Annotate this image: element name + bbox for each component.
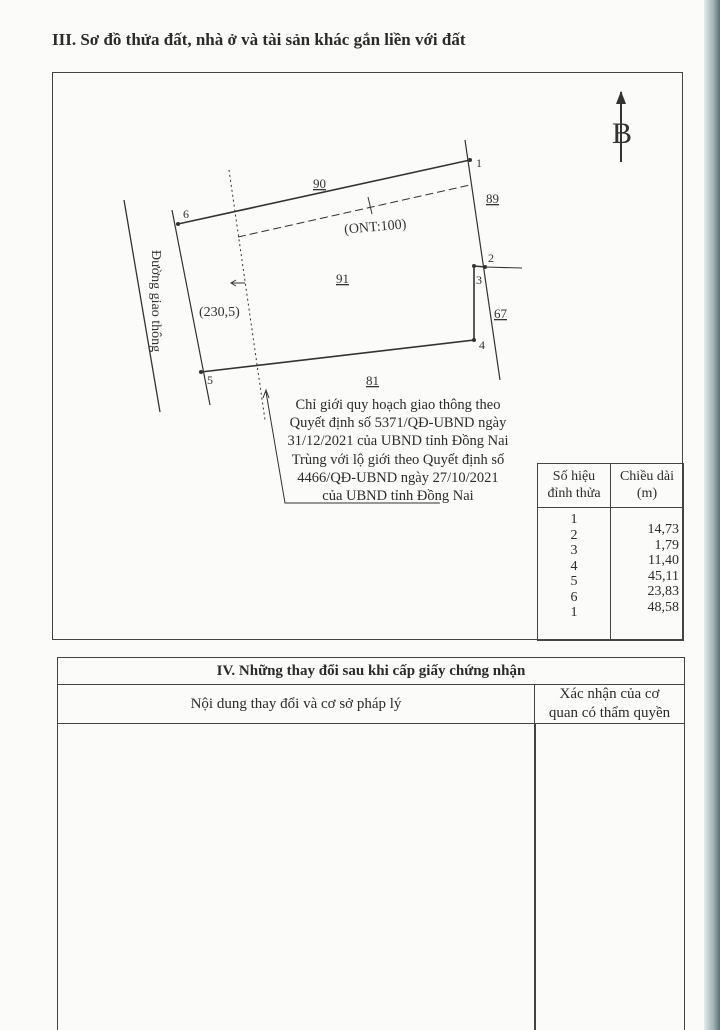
neighbor-right-top: 89	[486, 191, 499, 206]
north-arrow-icon	[616, 91, 626, 104]
road-area-label: (230,5)	[199, 305, 240, 320]
header-line: (m)	[636, 486, 658, 501]
parcel-edge-top	[178, 160, 470, 224]
planning-line	[229, 170, 265, 420]
vertex-cell: 3	[570, 543, 578, 558]
note-line: Chỉ giới quy hoạch giao thông theo	[295, 397, 501, 413]
note-line: Quyết định số 5371/QĐ-UBND ngày	[289, 415, 507, 432]
vertex-label: 1	[476, 156, 482, 170]
neighbor-line	[485, 267, 522, 268]
length-header	[611, 464, 683, 508]
planning-note	[268, 396, 528, 505]
header-line: Xác nhận của cơ	[559, 686, 660, 702]
length-column	[611, 508, 683, 615]
road-label: Đường giao thông	[148, 250, 163, 353]
section3-title: III. Sơ đồ thửa đất, nhà ở và tài sản khác gắn liền với đất	[52, 30, 466, 49]
scan-edge-shadow	[704, 0, 720, 1030]
north-label: B	[612, 117, 633, 150]
header-line: đỉnh thửa	[547, 486, 601, 501]
vertex-label: 2	[488, 251, 494, 265]
length-cell: 11,40	[648, 553, 679, 568]
vertex-cell: 4	[570, 558, 578, 574]
parcel-number: 91	[336, 271, 349, 286]
length-cell: 23,83	[647, 584, 679, 599]
vertex-cell: 1	[570, 512, 578, 527]
neighbor-top: 90	[313, 176, 326, 191]
header-line: Số hiệu	[552, 469, 596, 484]
neighbor-right-bottom: 67	[494, 306, 507, 321]
note-line: Trùng với lộ giới theo Quyết định số	[291, 451, 505, 468]
vertex-label: 5	[207, 373, 213, 387]
changes-table	[57, 657, 685, 1030]
vertex-cell: 2	[570, 527, 578, 543]
vertex-label: 4	[479, 338, 485, 352]
length-cell: 48,58	[647, 599, 679, 615]
vertex-header	[538, 464, 611, 508]
change-content-header: Nội dung thay đổi và cơ sở pháp lý	[58, 684, 535, 724]
note-line: 31/12/2021 của UBND tỉnh Đồng Nai	[287, 433, 509, 450]
vertex-cell: 6	[570, 589, 578, 605]
vertex-column	[538, 508, 611, 640]
vertex-cell: 1	[570, 605, 578, 620]
land-use-label: (ONT:100)	[343, 217, 407, 238]
note-line: của UBND tỉnh Đồng Nai	[322, 488, 474, 505]
note-line: 4466/QĐ-UBND ngày 27/10/2021	[297, 469, 499, 486]
vertex-length-table	[537, 463, 684, 641]
vertex-cell: 5	[570, 574, 578, 589]
vertex-label: 6	[183, 207, 189, 221]
length-cell: 1,79	[654, 537, 679, 553]
section4-title: IV. Những thay đổi sau khi cấp giấy chứng nhận	[58, 658, 684, 685]
column-divider	[534, 724, 536, 1030]
length-cell: 14,73	[647, 522, 679, 537]
authority-confirmation-header	[535, 684, 684, 724]
neighbor-bottom: 81	[366, 373, 379, 388]
header-line: Chiều dài	[619, 469, 675, 484]
vertex-label: 3	[476, 273, 482, 287]
header-line: quan có thẩm quyền	[548, 705, 671, 721]
length-cell: 45,11	[648, 568, 679, 584]
